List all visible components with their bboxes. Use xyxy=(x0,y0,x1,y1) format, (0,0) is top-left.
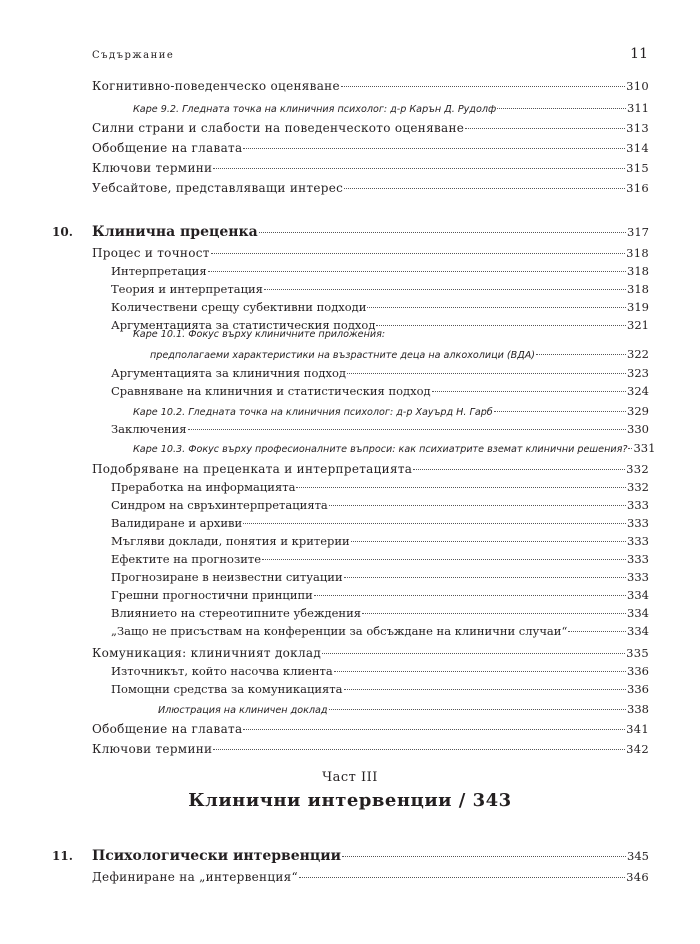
entry-page: 329 xyxy=(627,404,649,418)
chapter-page: 345 xyxy=(627,849,649,863)
toc-entry[interactable] xyxy=(111,624,649,638)
leader-dots xyxy=(465,128,625,129)
entry-page: 323 xyxy=(627,366,649,380)
toc-entry[interactable] xyxy=(111,588,649,602)
entry-page: 336 xyxy=(627,682,649,696)
toc-entry[interactable] xyxy=(111,570,649,584)
entry-page: 324 xyxy=(627,384,649,398)
toc-entry[interactable] xyxy=(111,664,649,678)
running-header-section: Съдържание xyxy=(92,50,175,61)
toc-entry[interactable] xyxy=(111,606,649,620)
entry-page: 333 xyxy=(627,516,649,530)
leader-dots xyxy=(413,469,625,470)
entry-title: Каре 9.2. Гледната точка на клиничния психолог: д-р Карън Д. Рудолф xyxy=(133,104,497,115)
toc-entry[interactable] xyxy=(111,516,649,530)
entry-page: 318 xyxy=(627,282,649,296)
leader-dots xyxy=(243,148,625,149)
entry-title: Теория и интерпретация xyxy=(111,282,263,296)
entry-title: Интерпретация xyxy=(111,264,207,278)
toc-entry[interactable] xyxy=(111,534,649,548)
toc-entry[interactable] xyxy=(111,498,649,512)
entry-title: Уебсайтове, представляващи интерес xyxy=(92,181,344,195)
entry-page: 333 xyxy=(627,552,649,566)
toc-entry[interactable] xyxy=(92,246,649,260)
leader-dots xyxy=(243,729,625,730)
entry-title: „Защо не присъствам на конференции за обсъждане на клинични случаи“ xyxy=(111,624,568,638)
part-label: Част III xyxy=(322,770,378,785)
toc-entry[interactable] xyxy=(111,384,649,398)
entry-page: 334 xyxy=(627,606,649,620)
entry-page: 333 xyxy=(627,570,649,584)
entry-title: Грешни прогностични принципи xyxy=(111,588,313,602)
entry-page: 321 xyxy=(627,318,649,332)
entry-title: Комуникация: клиничният доклад xyxy=(92,646,322,660)
leader-dots xyxy=(362,613,626,614)
entry-page: 336 xyxy=(627,664,649,678)
entry-page: 333 xyxy=(627,498,649,512)
entry-title: Илюстрация на клиничен доклад xyxy=(158,705,328,716)
toc-box-entry[interactable] xyxy=(133,404,649,418)
entry-page: 316 xyxy=(626,181,649,195)
entry-title: Обобщение на главата xyxy=(92,141,243,155)
entry-title: Преработка на информацията xyxy=(111,480,296,494)
toc-entry[interactable] xyxy=(92,181,649,195)
toc-entry[interactable] xyxy=(92,161,649,175)
part-title[interactable]: Клинични интервенции / 343 xyxy=(188,790,512,811)
leader-dots xyxy=(213,168,625,169)
box-10-1-title: Каре 10.1. Фокус върху клиничните приложения: xyxy=(133,329,386,340)
entry-page: 314 xyxy=(626,141,649,155)
entry-title: Аргументацията за клиничния подход xyxy=(111,366,346,380)
leader-dots xyxy=(296,487,626,488)
leader-dots xyxy=(367,307,626,308)
chapter-title: Психологически интервенции xyxy=(92,848,342,864)
toc-entry[interactable] xyxy=(111,264,649,278)
leader-dots xyxy=(299,877,625,878)
leader-dots xyxy=(494,411,626,412)
toc-entry[interactable] xyxy=(92,121,649,135)
chapter-number: 11. xyxy=(52,849,73,863)
entry-title: предполагаеми характеристики на възрастните деца на алкохолици (ВДА) xyxy=(150,350,536,361)
toc-entry[interactable] xyxy=(111,300,649,314)
leader-dots xyxy=(188,429,627,430)
leader-dots xyxy=(262,559,626,560)
chapter-page: 317 xyxy=(627,225,649,239)
toc-box-entry[interactable] xyxy=(133,441,656,455)
leader-dots xyxy=(341,86,625,87)
leader-dots xyxy=(259,232,626,233)
toc-entry[interactable] xyxy=(111,422,649,436)
entry-title: Каре 10.3. Фокус върху професионалните въпроси: как психиатрите вземат клинични решения? xyxy=(133,444,628,455)
entry-page: 322 xyxy=(627,347,649,361)
leader-dots xyxy=(568,631,626,632)
entry-title: Мъгляви доклади, понятия и критерии xyxy=(111,534,350,548)
toc-entry[interactable] xyxy=(92,462,649,476)
toc-entry[interactable] xyxy=(111,282,649,296)
entry-page: 319 xyxy=(627,300,649,314)
entry-page: 313 xyxy=(626,121,649,135)
entry-title: Ефектите на прогнозите xyxy=(111,552,262,566)
entry-title: Каре 10.2. Гледната точка на клиничния психолог: д-р Хауърд Н. Гарб xyxy=(133,407,493,418)
entry-page: 310 xyxy=(626,79,649,93)
entry-title: Помощни средства за комуникацията xyxy=(111,682,343,696)
page-number: 11 xyxy=(630,46,648,62)
leader-dots xyxy=(264,289,626,290)
entry-title: Заключения xyxy=(111,422,187,436)
entry-page: 318 xyxy=(627,264,649,278)
leader-dots xyxy=(211,253,625,254)
leader-dots xyxy=(322,653,625,654)
entry-page: 330 xyxy=(627,422,649,436)
leader-dots xyxy=(497,108,626,109)
chapter-10-heading[interactable] xyxy=(52,224,649,240)
leader-dots xyxy=(314,595,626,596)
entry-title: Прогнозиране в неизвестни ситуации xyxy=(111,570,343,584)
entry-title: Силни страни и слабости на поведенческото оценяване xyxy=(92,121,465,135)
leader-dots xyxy=(628,448,632,449)
entry-page: 334 xyxy=(627,588,649,602)
entry-page: 318 xyxy=(626,246,649,260)
leader-dots xyxy=(208,271,626,272)
toc-box-entry[interactable] xyxy=(150,347,649,361)
entry-page: 338 xyxy=(627,702,649,716)
leader-dots xyxy=(342,856,626,857)
leader-dots xyxy=(344,689,627,690)
toc-box-entry[interactable] xyxy=(158,702,649,716)
entry-title: Сравняване на клиничния и статистическия подход xyxy=(111,384,431,398)
entry-title: Ключови термини xyxy=(92,742,213,756)
entry-title: Когнитивно-поведенческо оценяване xyxy=(92,79,340,93)
toc-entry[interactable] xyxy=(111,480,649,494)
leader-dots xyxy=(376,325,626,326)
chapter-title: Клинична преценка xyxy=(92,224,258,240)
entry-title: Дефиниране на „интервенция“ xyxy=(92,870,298,884)
entry-title: Ключови термини xyxy=(92,161,213,175)
leader-dots xyxy=(329,505,626,506)
toc-entry[interactable] xyxy=(92,870,649,884)
toc-box-entry[interactable] xyxy=(133,101,649,115)
toc-entry[interactable] xyxy=(92,79,649,93)
chapter-number: 10. xyxy=(52,225,73,239)
toc-entry[interactable] xyxy=(92,646,649,660)
leader-dots xyxy=(536,354,626,355)
chapter-11-heading[interactable] xyxy=(52,848,649,864)
leader-dots xyxy=(344,188,625,189)
entry-title: Източникът, който насочва клиента xyxy=(111,664,333,678)
leader-dots xyxy=(334,671,626,672)
entry-page: 342 xyxy=(626,742,649,756)
toc-entry[interactable] xyxy=(111,682,649,696)
entry-page: 332 xyxy=(627,480,649,494)
toc-entry[interactable] xyxy=(92,742,649,756)
leader-dots xyxy=(213,749,625,750)
entry-title: Обобщение на главата xyxy=(92,722,243,736)
entry-page: 335 xyxy=(626,646,649,660)
entry-title: Синдром на свръхинтерпретацията xyxy=(111,498,328,512)
entry-page: 334 xyxy=(627,624,649,638)
entry-page: 346 xyxy=(626,870,649,884)
entry-page: 311 xyxy=(627,101,649,115)
entry-page: 315 xyxy=(626,161,649,175)
entry-title: Количествени срещу субективни подходи xyxy=(111,300,367,314)
leader-dots xyxy=(329,709,627,710)
toc-entry[interactable] xyxy=(111,552,649,566)
leader-dots xyxy=(344,577,626,578)
leader-dots xyxy=(351,541,626,542)
entry-title: Валидиране и архиви xyxy=(111,516,243,530)
leader-dots xyxy=(243,523,626,524)
toc-entry[interactable] xyxy=(92,141,649,155)
leader-dots xyxy=(432,391,626,392)
entry-page: 333 xyxy=(627,534,649,548)
entry-page: 341 xyxy=(626,722,649,736)
toc-entry[interactable] xyxy=(111,366,649,380)
entry-page: 332 xyxy=(626,462,649,476)
entry-title: Влиянието на стереотипните убеждения xyxy=(111,606,362,620)
leader-dots xyxy=(347,373,626,374)
entry-page: 331 xyxy=(633,441,656,455)
toc-entry[interactable] xyxy=(92,722,649,736)
entry-title: Аргументацията за статистическия подход xyxy=(111,318,376,332)
entry-title: Подобряване на преценката и интерпретацията xyxy=(92,462,413,476)
entry-title: Процес и точност xyxy=(92,246,210,260)
